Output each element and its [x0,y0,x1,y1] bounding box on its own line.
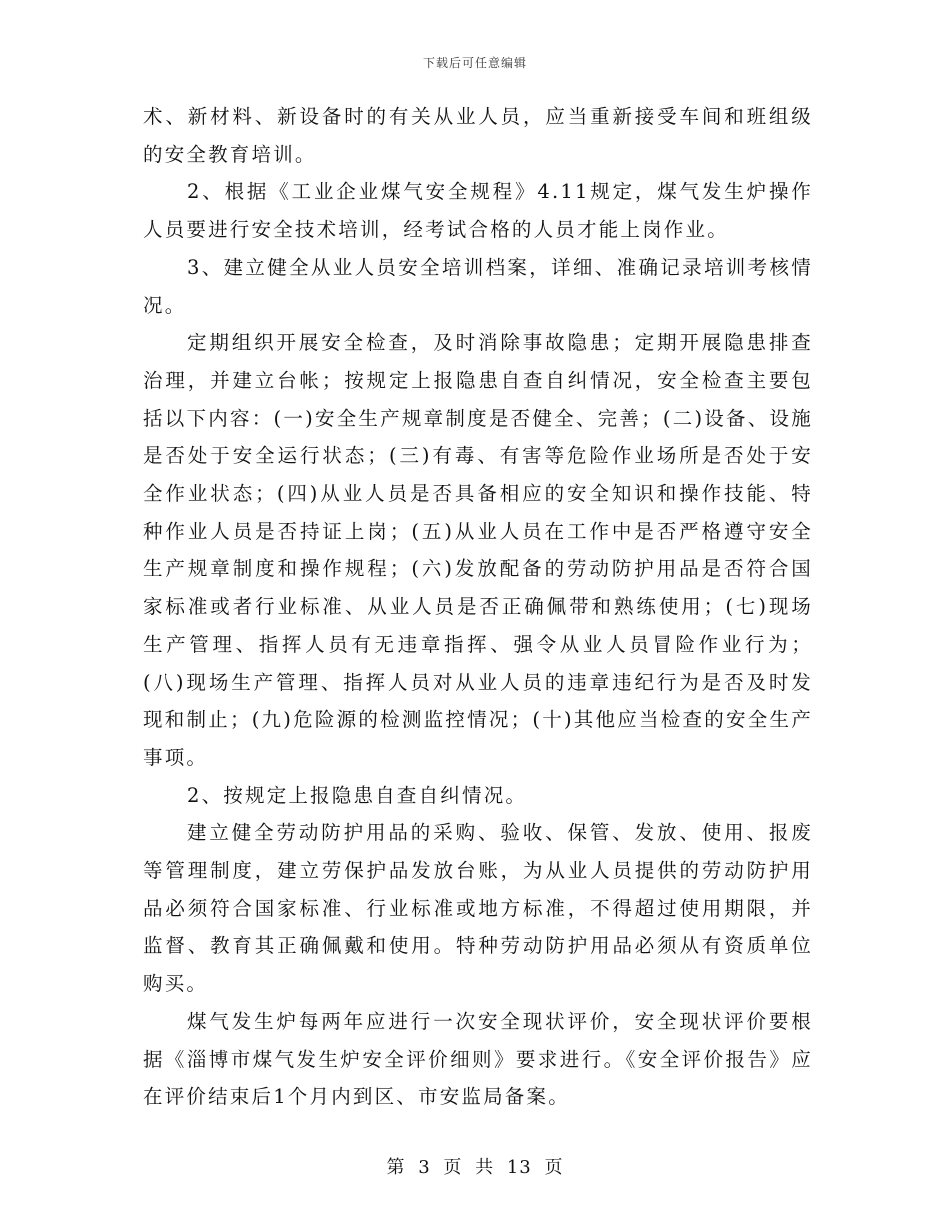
paragraph-6: 建立健全劳动防护用品的采购、验收、保管、发放、使用、报废等管理制度，建立劳保护品发放台账，为从业人员提供的劳动防护用品必须符合国家标准、行业标准或地方标准，不得超过使用期限，并监督、教育其正确佩戴和使用。特种劳动防护用品必须从有资质单位购买。 [143,821,813,996]
document-body [143,98,813,1116]
paragraph-7: 煤气发生炉每两年应进行一次安全现状评价，安全现状评价要根据《淄博市煤气发生炉安全评价细则》要求进行。《安全评价报告》应在评价结束后1个月内到区、市安监局备案。 [143,1009,813,1109]
paragraph-3: 3、建立健全从业人员安全培训档案，详细、准确记录培训考核情况。 [143,255,813,317]
paragraph-4: 定期组织开展安全检查，及时消除事故隐患；定期开展隐患排查治理，并建立台帐；按规定上报隐患自查自纠情况，安全检查主要包括以下内容：(一)安全生产规章制度是否健全、完善；(二)设备、设施是否处于安全运行状态；(三)有毒、有害等危险作业场所是否处于安全作业状态；(四)从业人员是否具备相应的安全知识和操作技能、特种作业人员是否持证上岗；(五)从业人员在工作中是否严格遵守安全生产规章制度和操作规程；(六)发放配备的劳动防护用品是否符合国家标准或者行业标准、从业人员是否正确佩带和熟练使用；(七)现场生产管理、指挥人员有无违章指挥、强令从业人员冒险作业行为；(八)现场生产管理、指挥人员对从业人员的违章违纪行为是否及时发现和制止；(九)危险源的检测监控情况；(十)其他应当检查的安全生产事项。 [143,331,813,769]
paragraph-5: 2、按规定上报隐患自查自纠情况。 [187,783,528,807]
page-header: 下载后可任意编辑 [422,56,527,70]
paragraph-1: 术、新材料、新设备时的有关从业人员，应当重新接受车间和班组级的安全教育培训。 [143,105,813,166]
page-number-footer: 第 3 页 共 13 页 [386,1157,564,1178]
paragraph-2: 2、根据《工业企业煤气安全规程》4.11规定，煤气发生炉操作人员要进行安全技术培训，经考试合格的人员才能上岗作业。 [143,180,813,242]
